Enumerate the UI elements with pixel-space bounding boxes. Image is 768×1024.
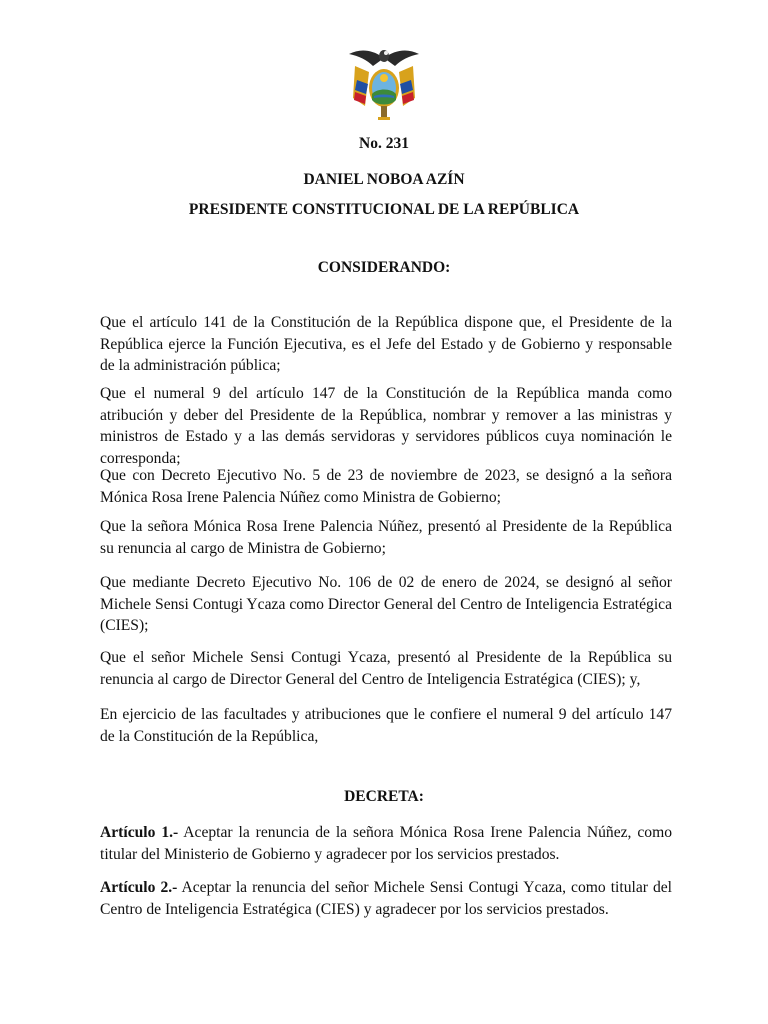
considerando-paragraph: Que mediante Decreto Ejecutivo No. 106 de 02 de enero de 2024, se designó al señor Michele Sensi Contugi Ycaza como Director General del Centro de Inteligencia Estratégica (CIES); — [100, 574, 672, 634]
considerando-paragraph: Que la señora Mónica Rosa Irene Palencia Núñez, presentó al Presidente de la República su renuncia al cargo de Ministra de Gobierno; — [100, 518, 672, 557]
coat-of-arms-icon — [347, 44, 421, 122]
president-title: PRESIDENTE CONSTITUCIONAL DE LA REPÚBLICA — [188, 201, 580, 218]
considerando-paragraph: Que el artículo 141 de la Constitución de la República dispone que, el Presidente de la República ejerce la Función Ejecutiva, es el Jefe del Estado y de Gobierno y responsable de la administración pública; — [100, 314, 672, 374]
article-text: Aceptar la renuncia de la señora Mónica Rosa Irene Palencia Núñez, como titular del Ministerio de Gobierno y agradecer por los servicios prestados. — [100, 824, 672, 863]
article-text: Aceptar la renuncia del señor Michele Sensi Contugi Ycaza, como titular del Centro de Inteligencia Estratégica (CIES) y agradecer por los servicios prestados. — [100, 879, 672, 918]
considerando-paragraph: Que con Decreto Ejecutivo No. 5 de 23 de noviembre de 2023, se designó a la señora Mónica Rosa Irene Palencia Núñez como Ministra de Gobierno; — [100, 467, 672, 506]
considerando-paragraph: Que el numeral 9 del artículo 147 de la Constitución de la República manda como atribución y deber del Presidente de la República, nombrar y remover a las ministras y ministros de Estado y a las demás servidoras y servidores públicos cuya nominación le corresponda; — [100, 385, 672, 467]
decreta-heading: DECRETA: — [344, 788, 424, 805]
article-label: Artículo 1.- — [100, 824, 179, 841]
article-label: Artículo 2.- — [100, 879, 178, 896]
considerando-heading: CONSIDERANDO: — [317, 259, 451, 276]
decree-number: No. 231 — [359, 135, 409, 152]
considerando-paragraph: Que el señor Michele Sensi Contugi Ycaza, presentó al Presidente de la República su renuncia al cargo de Director General del Centro de Inteligencia Estratégica (CIES); y, — [100, 649, 672, 688]
article-1 — [100, 822, 672, 865]
president-name: DANIEL NOBOA AZÍN — [303, 171, 465, 188]
article-2 — [100, 877, 672, 920]
considerando-paragraph: En ejercicio de las facultades y atribuciones que le confiere el numeral 9 del artículo 147 de la Constitución de la República, — [100, 706, 672, 745]
